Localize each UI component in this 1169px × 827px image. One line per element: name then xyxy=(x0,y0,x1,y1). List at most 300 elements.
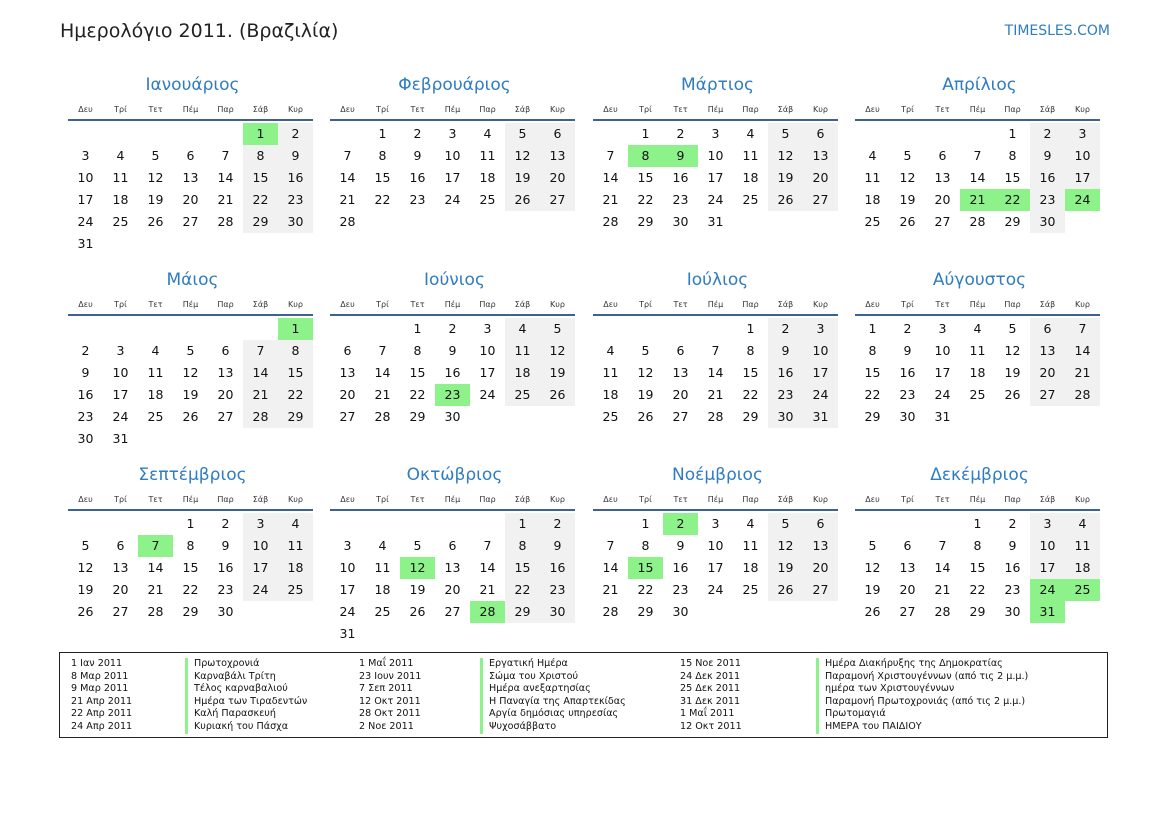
holiday-list xyxy=(59,652,1108,738)
site-link[interactable]: TIMESLES.COM xyxy=(1004,23,1110,39)
day-cell: 10 xyxy=(1030,535,1065,557)
day-cell: 2 xyxy=(81,343,90,358)
day-cell: 3 xyxy=(711,126,720,141)
weekday-label: Τρί xyxy=(376,299,389,309)
day-cell: 26 xyxy=(147,214,164,229)
weekday-header xyxy=(330,294,575,316)
day-cell: 12 xyxy=(540,340,575,362)
empty-cell xyxy=(960,123,995,145)
day-cell: 3 xyxy=(1065,123,1100,145)
day-cell: 31 xyxy=(339,626,356,641)
weekday-label: Τρί xyxy=(114,299,127,309)
day-cell: 19 xyxy=(637,387,654,402)
day-cell: 9 xyxy=(1030,145,1065,167)
weekday-label: Δευ xyxy=(603,104,618,114)
weekday-label: Παρ xyxy=(742,104,759,114)
day-cell: 23 xyxy=(409,192,426,207)
holiday-day-cell: 24 xyxy=(1030,579,1065,601)
holiday-day-cell: 12 xyxy=(400,557,435,579)
day-cell: 1 xyxy=(413,321,422,336)
day-cell: 21 xyxy=(339,192,356,207)
month-name: Δεκέμβριος xyxy=(930,465,1029,485)
day-cell: 14 xyxy=(243,362,278,384)
day-cell: 17 xyxy=(1065,167,1100,189)
holiday-name: ΗΜΕΡΑ του ΠΑΙΔΙΟΥ xyxy=(816,721,1028,734)
day-cell: 16 xyxy=(1004,560,1021,575)
day-cell: 1 xyxy=(973,516,982,531)
holiday-date: 25 Δεκ 2011 xyxy=(680,683,741,695)
day-cell: 14 xyxy=(147,560,164,575)
weekday-label: Σάβ xyxy=(252,494,269,504)
day-cell: 27 xyxy=(803,579,838,601)
day-cell: 20 xyxy=(339,387,356,402)
day-cell: 7 xyxy=(243,340,278,362)
day-cell: 14 xyxy=(1065,340,1100,362)
day-cell: 13 xyxy=(1030,340,1065,362)
day-cell: 7 xyxy=(1065,318,1100,340)
holiday-dates-column-3 xyxy=(680,658,742,734)
day-cell: 31 xyxy=(934,409,951,424)
day-grid xyxy=(68,318,313,450)
day-cell: 7 xyxy=(606,538,615,553)
weekday-label: Τετ xyxy=(148,299,163,309)
empty-cell xyxy=(435,513,470,535)
day-cell: 12 xyxy=(899,170,916,185)
day-cell: 19 xyxy=(182,387,199,402)
empty-cell xyxy=(890,513,925,535)
day-cell: 27 xyxy=(803,189,838,211)
weekday-label: Σάβ xyxy=(777,494,794,504)
holiday-day-cell: 22 xyxy=(995,189,1030,211)
holiday-date: 2 Νοε 2011 xyxy=(359,720,414,732)
day-cell: 17 xyxy=(77,192,94,207)
day-cell: 22 xyxy=(374,192,391,207)
day-cell: 8 xyxy=(378,148,387,163)
day-cell: 13 xyxy=(444,560,461,575)
day-cell: 19 xyxy=(540,362,575,384)
day-cell: 6 xyxy=(803,513,838,535)
holiday-day-cell: 23 xyxy=(435,384,470,406)
weekday-label: Τετ xyxy=(935,494,950,504)
day-cell: 26 xyxy=(864,604,881,619)
day-cell: 9 xyxy=(413,148,422,163)
empty-cell xyxy=(855,123,890,145)
day-cell: 18 xyxy=(1065,557,1100,579)
day-cell: 17 xyxy=(803,362,838,384)
day-cell: 10 xyxy=(77,170,94,185)
day-cell: 25 xyxy=(602,409,619,424)
month-name: Σεπτέμβριος xyxy=(138,465,247,485)
weekday-label: Δευ xyxy=(340,104,355,114)
day-cell: 19 xyxy=(505,167,540,189)
day-cell: 25 xyxy=(147,409,164,424)
day-cell: 30 xyxy=(768,406,803,428)
day-cell: 22 xyxy=(505,579,540,601)
day-cell: 17 xyxy=(112,387,129,402)
empty-cell xyxy=(663,318,698,340)
day-cell: 5 xyxy=(505,123,540,145)
day-cell: 30 xyxy=(444,409,461,424)
day-cell: 3 xyxy=(1030,513,1065,535)
weekday-label: Σάβ xyxy=(777,299,794,309)
day-cell: 14 xyxy=(969,170,986,185)
day-cell: 7 xyxy=(711,343,720,358)
weekday-label: Κυρ xyxy=(550,494,565,504)
weekday-label: Τρί xyxy=(901,104,914,114)
day-cell: 15 xyxy=(742,365,759,380)
day-cell: 19 xyxy=(77,582,94,597)
day-cell: 2 xyxy=(448,321,457,336)
holiday-name: Η Παναγία της Απαρτεκίδας xyxy=(480,696,626,709)
holiday-names-column-2 xyxy=(480,658,626,734)
day-cell: 6 xyxy=(938,148,947,163)
day-cell: 18 xyxy=(505,362,540,384)
day-cell: 28 xyxy=(1065,384,1100,406)
weekday-label: Παρ xyxy=(217,299,234,309)
month-calendar xyxy=(593,73,838,233)
holiday-name: ημέρα των Χριστουγέννων xyxy=(816,683,1028,696)
day-cell: 29 xyxy=(505,601,540,623)
day-cell: 19 xyxy=(147,192,164,207)
day-cell: 9 xyxy=(540,535,575,557)
holiday-names-column-3 xyxy=(816,658,1028,734)
day-cell: 7 xyxy=(221,148,230,163)
day-cell: 17 xyxy=(707,560,724,575)
day-cell: 2 xyxy=(1030,123,1065,145)
day-cell: 15 xyxy=(637,170,654,185)
weekday-label: Δευ xyxy=(340,299,355,309)
weekday-label: Παρ xyxy=(1004,494,1021,504)
day-cell: 7 xyxy=(938,538,947,553)
day-cell: 15 xyxy=(182,560,199,575)
day-cell: 6 xyxy=(803,123,838,145)
day-cell: 28 xyxy=(602,214,619,229)
day-cell: 9 xyxy=(221,538,230,553)
day-cell: 23 xyxy=(1004,582,1021,597)
day-cell: 11 xyxy=(147,365,164,380)
day-grid xyxy=(593,318,838,428)
day-cell: 18 xyxy=(147,387,164,402)
empty-cell xyxy=(208,318,243,340)
day-cell: 30 xyxy=(1030,211,1065,233)
weekday-label: Δευ xyxy=(603,494,618,504)
weekday-label: Δευ xyxy=(78,104,93,114)
day-cell: 3 xyxy=(803,318,838,340)
day-cell: 26 xyxy=(768,579,803,601)
holiday-day-cell: 25 xyxy=(1065,579,1100,601)
day-cell: 22 xyxy=(637,192,654,207)
day-cell: 26 xyxy=(899,214,916,229)
weekday-label: Τρί xyxy=(901,299,914,309)
weekday-label: Σάβ xyxy=(252,104,269,114)
day-cell: 5 xyxy=(768,513,803,535)
day-cell: 22 xyxy=(969,582,986,597)
weekday-label: Σάβ xyxy=(514,299,531,309)
day-cell: 25 xyxy=(505,384,540,406)
day-cell: 8 xyxy=(505,535,540,557)
day-cell: 23 xyxy=(672,192,689,207)
empty-cell xyxy=(593,513,628,535)
weekday-label: Σάβ xyxy=(252,299,269,309)
day-cell: 29 xyxy=(182,604,199,619)
day-cell: 19 xyxy=(899,192,916,207)
day-cell: 18 xyxy=(742,560,759,575)
day-cell: 29 xyxy=(969,604,986,619)
empty-cell xyxy=(173,318,208,340)
month-name: Ιούλιος xyxy=(686,270,749,290)
holiday-day-cell: 1 xyxy=(278,318,313,340)
day-cell: 23 xyxy=(278,189,313,211)
holiday-day-cell: 1 xyxy=(243,123,278,145)
month-name: Μάιος xyxy=(166,270,219,290)
weekday-label: Παρ xyxy=(479,299,496,309)
weekday-label: Κυρ xyxy=(550,299,565,309)
day-cell: 27 xyxy=(540,189,575,211)
weekday-label: Πέμ xyxy=(182,494,199,504)
day-cell: 26 xyxy=(540,384,575,406)
month-calendar xyxy=(330,73,575,233)
weekday-header xyxy=(855,99,1100,121)
day-grid xyxy=(330,123,575,233)
weekday-label: Παρ xyxy=(742,494,759,504)
day-cell: 3 xyxy=(711,516,720,531)
day-cell: 5 xyxy=(151,148,160,163)
day-cell: 10 xyxy=(707,148,724,163)
day-cell: 8 xyxy=(278,340,313,362)
day-cell: 6 xyxy=(448,538,457,553)
day-cell: 11 xyxy=(112,170,129,185)
empty-cell xyxy=(365,513,400,535)
empty-cell xyxy=(925,513,960,535)
day-cell: 6 xyxy=(540,123,575,145)
empty-cell xyxy=(138,318,173,340)
empty-cell xyxy=(103,318,138,340)
day-cell: 29 xyxy=(278,406,313,428)
weekday-label: Πέμ xyxy=(444,299,461,309)
weekday-label: Πέμ xyxy=(707,494,724,504)
holiday-name: Ψυχοσάββατο xyxy=(480,721,626,734)
day-cell: 12 xyxy=(77,560,94,575)
holiday-name: Παραμονή Πρωτοχρονιάς (από τις 2 μ.μ.) xyxy=(816,696,1028,709)
day-cell: 25 xyxy=(112,214,129,229)
day-cell: 10 xyxy=(803,340,838,362)
day-cell: 23 xyxy=(1030,189,1065,211)
day-cell: 13 xyxy=(672,365,689,380)
day-cell: 23 xyxy=(672,582,689,597)
day-cell: 20 xyxy=(899,582,916,597)
day-cell: 24 xyxy=(707,582,724,597)
empty-cell xyxy=(925,123,960,145)
holiday-name: Κυριακή του Πάσχα xyxy=(185,721,307,734)
holiday-day-cell: 15 xyxy=(628,557,663,579)
day-cell: 29 xyxy=(243,211,278,233)
month-calendar xyxy=(330,463,575,645)
day-cell: 16 xyxy=(409,170,426,185)
weekday-label: Κυρ xyxy=(813,299,828,309)
day-cell: 18 xyxy=(864,192,881,207)
day-cell: 16 xyxy=(768,362,803,384)
day-cell: 2 xyxy=(903,321,912,336)
holiday-day-cell: 21 xyxy=(960,189,995,211)
day-cell: 17 xyxy=(934,365,951,380)
day-cell: 13 xyxy=(899,560,916,575)
holiday-name: Ημέρα των Τιραδεντών xyxy=(185,696,307,709)
day-cell: 3 xyxy=(483,321,492,336)
day-cell: 5 xyxy=(768,123,803,145)
day-cell: 25 xyxy=(864,214,881,229)
weekday-label: Τρί xyxy=(901,494,914,504)
holiday-day-cell: 8 xyxy=(628,145,663,167)
day-cell: 11 xyxy=(742,148,759,163)
day-cell: 24 xyxy=(77,214,94,229)
empty-cell xyxy=(68,513,103,535)
day-cell: 25 xyxy=(742,582,759,597)
holiday-name: Σώμα του Χριστού xyxy=(480,671,626,684)
day-cell: 24 xyxy=(339,604,356,619)
weekday-label: Τρί xyxy=(639,494,652,504)
month-calendar xyxy=(68,268,313,450)
weekday-label: Παρ xyxy=(742,299,759,309)
month-name: Νοέμβριος xyxy=(672,465,763,485)
day-cell: 31 xyxy=(707,214,724,229)
day-cell: 28 xyxy=(217,214,234,229)
day-cell: 26 xyxy=(768,189,803,211)
day-cell: 6 xyxy=(1030,318,1065,340)
day-cell: 1 xyxy=(641,126,650,141)
page-title: Ημερολόγιο 2011. (Βραζιλία) xyxy=(60,20,339,42)
day-cell: 24 xyxy=(444,192,461,207)
day-cell: 18 xyxy=(602,387,619,402)
weekday-label: Τετ xyxy=(673,299,688,309)
day-cell: 7 xyxy=(483,538,492,553)
day-cell: 5 xyxy=(868,538,877,553)
day-cell: 4 xyxy=(606,343,615,358)
day-cell: 11 xyxy=(969,343,986,358)
empty-cell xyxy=(208,123,243,145)
day-cell: 11 xyxy=(1065,535,1100,557)
day-cell: 16 xyxy=(278,167,313,189)
day-cell: 21 xyxy=(1065,362,1100,384)
holiday-date: 22 Απρ 2011 xyxy=(71,708,133,720)
day-cell: 20 xyxy=(182,192,199,207)
day-cell: 1 xyxy=(378,126,387,141)
day-grid xyxy=(68,123,313,255)
day-cell: 16 xyxy=(1030,167,1065,189)
day-cell: 8 xyxy=(973,538,982,553)
day-cell: 15 xyxy=(505,557,540,579)
weekday-label: Πέμ xyxy=(969,104,986,114)
day-cell: 11 xyxy=(374,560,391,575)
month-calendar xyxy=(68,73,313,255)
day-cell: 16 xyxy=(540,557,575,579)
day-cell: 30 xyxy=(899,409,916,424)
empty-cell xyxy=(330,123,365,145)
weekday-label: Πέμ xyxy=(707,299,724,309)
day-cell: 13 xyxy=(934,170,951,185)
weekday-label: Τρί xyxy=(376,104,389,114)
day-cell: 17 xyxy=(1030,557,1065,579)
month-calendar xyxy=(855,463,1100,623)
weekday-label: Τρί xyxy=(639,104,652,114)
holiday-date: 21 Απρ 2011 xyxy=(71,695,133,707)
day-cell: 12 xyxy=(505,145,540,167)
weekday-label: Παρ xyxy=(217,104,234,114)
holiday-name: Καρναβάλι Τρίτη xyxy=(185,671,307,684)
day-cell: 28 xyxy=(602,604,619,619)
holiday-name: Ημέρα ανεξαρτησίας xyxy=(480,683,626,696)
day-cell: 14 xyxy=(339,170,356,185)
empty-cell xyxy=(330,513,365,535)
month-name: Οκτώβριος xyxy=(406,465,503,485)
day-cell: 4 xyxy=(746,126,755,141)
day-cell: 13 xyxy=(803,535,838,557)
weekday-label: Δευ xyxy=(865,104,880,114)
day-cell: 21 xyxy=(217,192,234,207)
day-cell: 3 xyxy=(343,538,352,553)
holiday-day-cell: 2 xyxy=(663,513,698,535)
holiday-date: 31 Δεκ 2011 xyxy=(680,695,741,707)
day-cell: 6 xyxy=(343,343,352,358)
day-cell: 28 xyxy=(969,214,986,229)
day-cell: 4 xyxy=(483,126,492,141)
day-cell: 13 xyxy=(540,145,575,167)
day-cell: 28 xyxy=(934,604,951,619)
day-cell: 10 xyxy=(339,560,356,575)
day-cell: 8 xyxy=(186,538,195,553)
empty-cell xyxy=(365,318,400,340)
weekday-label: Παρ xyxy=(217,494,234,504)
holiday-name: Αργία δημόσιας υπηρεσίας xyxy=(480,708,626,721)
day-grid xyxy=(68,513,313,623)
weekday-header xyxy=(855,294,1100,316)
weekday-label: Δευ xyxy=(865,299,880,309)
weekday-label: Σάβ xyxy=(777,104,794,114)
day-cell: 14 xyxy=(374,365,391,380)
day-grid xyxy=(330,513,575,645)
day-cell: 14 xyxy=(707,365,724,380)
holiday-name: Καλή Παρασκευή xyxy=(185,708,307,721)
day-cell: 27 xyxy=(899,604,916,619)
day-cell: 22 xyxy=(278,384,313,406)
day-cell: 25 xyxy=(278,579,313,601)
holiday-date: 7 Σεπ 2011 xyxy=(359,683,413,695)
day-cell: 1 xyxy=(641,516,650,531)
day-cell: 23 xyxy=(768,384,803,406)
weekday-label: Πέμ xyxy=(444,494,461,504)
day-cell: 29 xyxy=(637,604,654,619)
day-cell: 21 xyxy=(602,582,619,597)
holiday-name: Πρωτομαγιά xyxy=(816,708,1028,721)
day-cell: 16 xyxy=(217,560,234,575)
holiday-date: 15 Νοε 2011 xyxy=(680,658,741,669)
day-cell: 30 xyxy=(672,604,689,619)
holiday-day-cell: 7 xyxy=(138,535,173,557)
weekday-label: Τρί xyxy=(639,299,652,309)
day-cell: 9 xyxy=(278,145,313,167)
weekday-label: Σάβ xyxy=(1039,104,1056,114)
empty-cell xyxy=(855,513,890,535)
holiday-date: 1 Μαΐ 2011 xyxy=(359,658,414,669)
empty-cell xyxy=(243,318,278,340)
holiday-date: 1 Ιαν 2011 xyxy=(71,658,123,669)
day-cell: 27 xyxy=(182,214,199,229)
day-cell: 15 xyxy=(243,167,278,189)
month-calendar xyxy=(593,268,838,428)
weekday-label: Τρί xyxy=(376,494,389,504)
day-cell: 28 xyxy=(243,406,278,428)
holiday-day-cell: 24 xyxy=(1065,189,1100,211)
day-cell: 12 xyxy=(864,560,881,575)
